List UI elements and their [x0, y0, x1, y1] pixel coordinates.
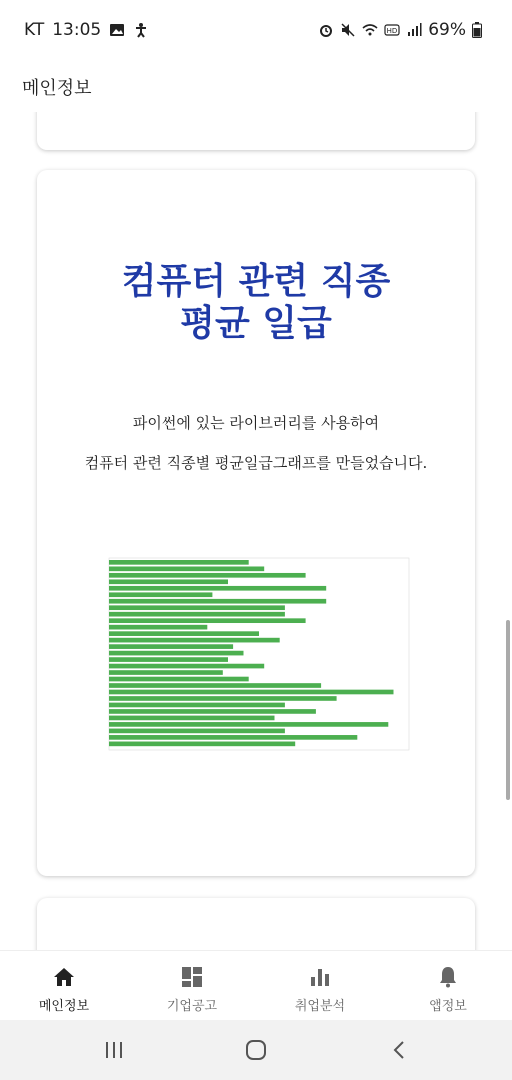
card-description-1: 파이썬에 있는 라이브러리를 사용하여 [132, 414, 380, 432]
salary-chart-svg [59, 550, 419, 776]
carrier: KT [24, 20, 45, 40]
dashboard-icon [180, 965, 204, 989]
chart-bar [109, 690, 394, 695]
chart-bar [109, 592, 212, 597]
nav-main-info[interactable] [0, 951, 128, 1020]
chart-bar [109, 644, 233, 649]
chart-bar [109, 638, 280, 643]
status-bar [0, 0, 512, 62]
chart-bar [109, 573, 306, 578]
accessibility-icon [133, 22, 149, 38]
chart-bar [109, 657, 228, 662]
chart-bar [109, 677, 249, 682]
home-button-icon[interactable] [244, 1038, 268, 1062]
page-title: 메인정보 [22, 78, 92, 99]
bell-icon [436, 965, 460, 989]
chart-bar [109, 709, 316, 714]
nav-label: 앱정보 [429, 999, 467, 1014]
chart-bar [109, 579, 228, 584]
clock: 13:05 [52, 20, 102, 40]
nav-label: 메인정보 [38, 999, 90, 1014]
card-title-line2: 평균 일급 [180, 302, 332, 344]
chart-bar [109, 566, 264, 571]
card-title [37, 260, 475, 344]
chart-bar [109, 586, 326, 591]
nav-job-postings[interactable] [128, 951, 256, 1020]
hd-icon [384, 22, 400, 38]
chart-bar [109, 735, 357, 740]
nav-app-info[interactable] [384, 951, 512, 1020]
recent-apps-icon[interactable] [102, 1038, 126, 1062]
chart-bar [109, 560, 249, 565]
battery-icon [472, 22, 482, 38]
chart-bar [109, 651, 244, 656]
info-card-previous[interactable] [37, 112, 475, 150]
chart-bar [109, 670, 223, 675]
nav-label: 기업공고 [166, 999, 218, 1014]
chart-bar [109, 605, 285, 610]
alarm-icon [318, 22, 334, 38]
gallery-icon [109, 22, 125, 38]
salary-chart [59, 550, 419, 776]
bar-chart-icon [308, 965, 332, 989]
home-icon [52, 965, 76, 989]
info-card-next[interactable] [37, 898, 475, 950]
status-left [24, 20, 149, 40]
mute-icon [340, 22, 356, 38]
chart-bar [109, 696, 337, 701]
card-title-line1: 컴퓨터 관련 직종 [121, 260, 391, 302]
battery-percent: 69% [428, 20, 466, 40]
chart-bar [109, 599, 326, 604]
chart-bar [109, 664, 264, 669]
card-description-2: 컴퓨터 관련 직종별 평균일급그래프를 만들었습니다. [84, 454, 428, 472]
nav-label: 취업분석 [294, 999, 346, 1014]
bottom-nav [0, 950, 512, 1020]
signal-icon [406, 22, 422, 38]
svg-text:HD: HD [386, 27, 398, 35]
chart-bar [109, 631, 259, 636]
chart-bar [109, 683, 321, 688]
scrollbar[interactable] [506, 620, 510, 800]
chart-bar [109, 625, 207, 630]
chart-bar [109, 703, 285, 708]
wifi-icon [362, 22, 378, 38]
back-icon[interactable] [388, 1038, 412, 1062]
system-nav-bar [0, 1020, 512, 1080]
nav-employment-analysis[interactable] [256, 951, 384, 1020]
chart-bar [109, 729, 285, 734]
chart-bar [109, 612, 285, 617]
main-scroll-area[interactable] [0, 112, 512, 950]
chart-bar [109, 742, 295, 747]
app-bar [0, 62, 512, 112]
chart-bar [109, 722, 388, 727]
info-card-salary[interactable] [37, 170, 475, 876]
chart-bar [109, 618, 306, 623]
chart-bar [109, 716, 275, 721]
